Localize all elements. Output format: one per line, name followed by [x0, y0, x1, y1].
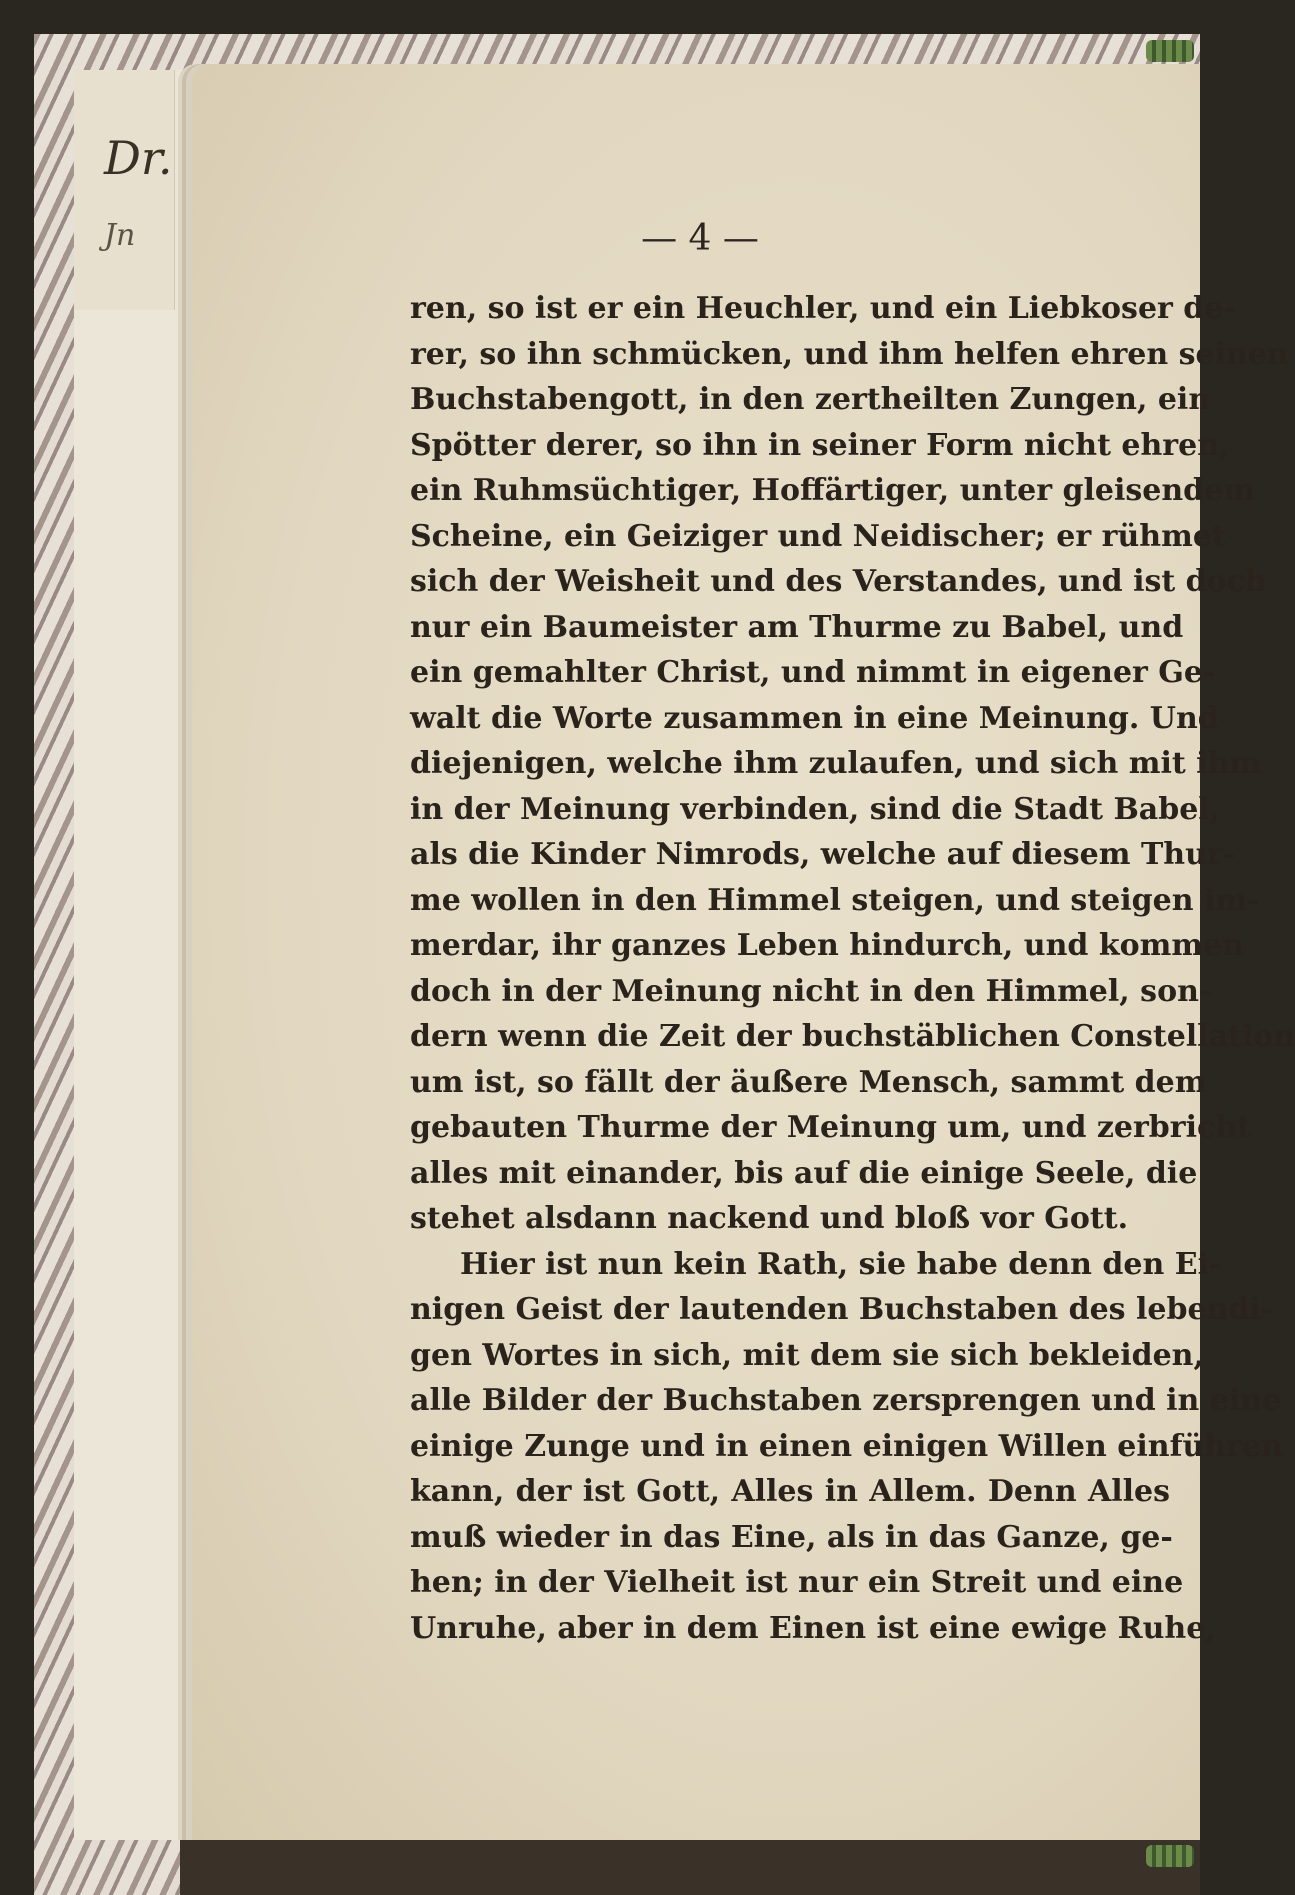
- text-line: Spötter derer, so ihn in seiner Form nicht ehren,: [410, 427, 1230, 463]
- text-line: Unruhe, aber in dem Einen ist eine ewige Ruhe,: [410, 1610, 1216, 1646]
- text-line: dern wenn die Zeit der buchstäblichen Constellation: [410, 1019, 1295, 1054]
- text-line: Scheine, ein Geiziger und Neidischer; er rühmet: [410, 518, 1226, 554]
- handwritten-note-line-2: Jn: [104, 218, 136, 253]
- handwritten-note: [104, 130, 174, 256]
- text-line: walt die Worte zusammen in eine Meinung. Und: [410, 700, 1219, 736]
- text-line: alles mit einander, bis auf die einige Seele, die: [410, 1155, 1198, 1191]
- text-line: diejenigen, welche ihm zulaufen, und sich mit ihm: [410, 746, 1262, 781]
- text-line: stehet alsdann nackend und bloß vor Gott.: [410, 1201, 1129, 1236]
- text-line: einige Zunge und in einen einigen Willen einführen: [410, 1428, 1283, 1464]
- binding-thread-bottom: [1146, 1845, 1194, 1867]
- text-line: nur ein Baumeister am Thurme zu Babel, und: [410, 609, 1184, 645]
- text-line: Buchstabengott, in den zertheilten Zungen, ein: [410, 382, 1211, 417]
- handwritten-note-line-1: Dr.: [104, 131, 173, 185]
- text-line: gebauten Thurme der Meinung um, und zerbricht: [410, 1110, 1251, 1145]
- binding-thread-top: [1146, 40, 1194, 62]
- text-line: um ist, so fällt der äußere Mensch, sammt dem: [410, 1064, 1207, 1100]
- text-line: ein Ruhmsüchtiger, Hoffärtiger, unter gleisendem: [410, 473, 1255, 508]
- text-line: ren, so ist er ein Heuchler, und ein Liebkoser de-: [410, 291, 1236, 326]
- text-line: als die Kinder Nimrods, welche auf diesem Thur-: [410, 837, 1236, 872]
- text-line: doch in der Meinung nicht in den Himmel, son-: [410, 973, 1212, 1009]
- text-line: muß wieder in das Eine, als in das Ganze, ge-: [410, 1519, 1173, 1555]
- paper-flap: [74, 70, 175, 310]
- text-line: sich der Weisheit und des Verstandes, und ist doch: [410, 564, 1267, 599]
- text-line: rer, so ihn schmücken, und ihm helfen ehren seinen: [410, 336, 1289, 372]
- text-line: merdar, ihr ganzes Leben hindurch, und kommen: [410, 928, 1245, 963]
- page-text: [410, 286, 1295, 1651]
- text-line: kann, der ist Gott, Alles in Allem. Denn Alles: [410, 1474, 1170, 1509]
- page-number: — 4 —: [641, 218, 759, 259]
- text-line: ein gemahlter Christ, und nimmt in eigener Ge-: [410, 655, 1216, 690]
- text-line: me wollen in den Himmel steigen, und steigen im-: [410, 882, 1260, 918]
- book-bottom-edge: [180, 1840, 1200, 1895]
- text-line: alle Bilder der Buchstaben zersprengen und in eine: [410, 1383, 1282, 1418]
- text-line: gen Wortes in sich, mit dem sie sich bekleiden,: [410, 1337, 1204, 1373]
- text-line: nigen Geist der lautenden Buchstaben des lebendi-: [410, 1292, 1274, 1327]
- text-line: in der Meinung verbinden, sind die Stadt Babel,: [410, 791, 1221, 827]
- text-line: Hier ist nun kein Rath, sie habe denn den Ei-: [460, 1246, 1222, 1282]
- text-line: hen; in der Vielheit ist nur ein Streit und eine: [410, 1565, 1184, 1600]
